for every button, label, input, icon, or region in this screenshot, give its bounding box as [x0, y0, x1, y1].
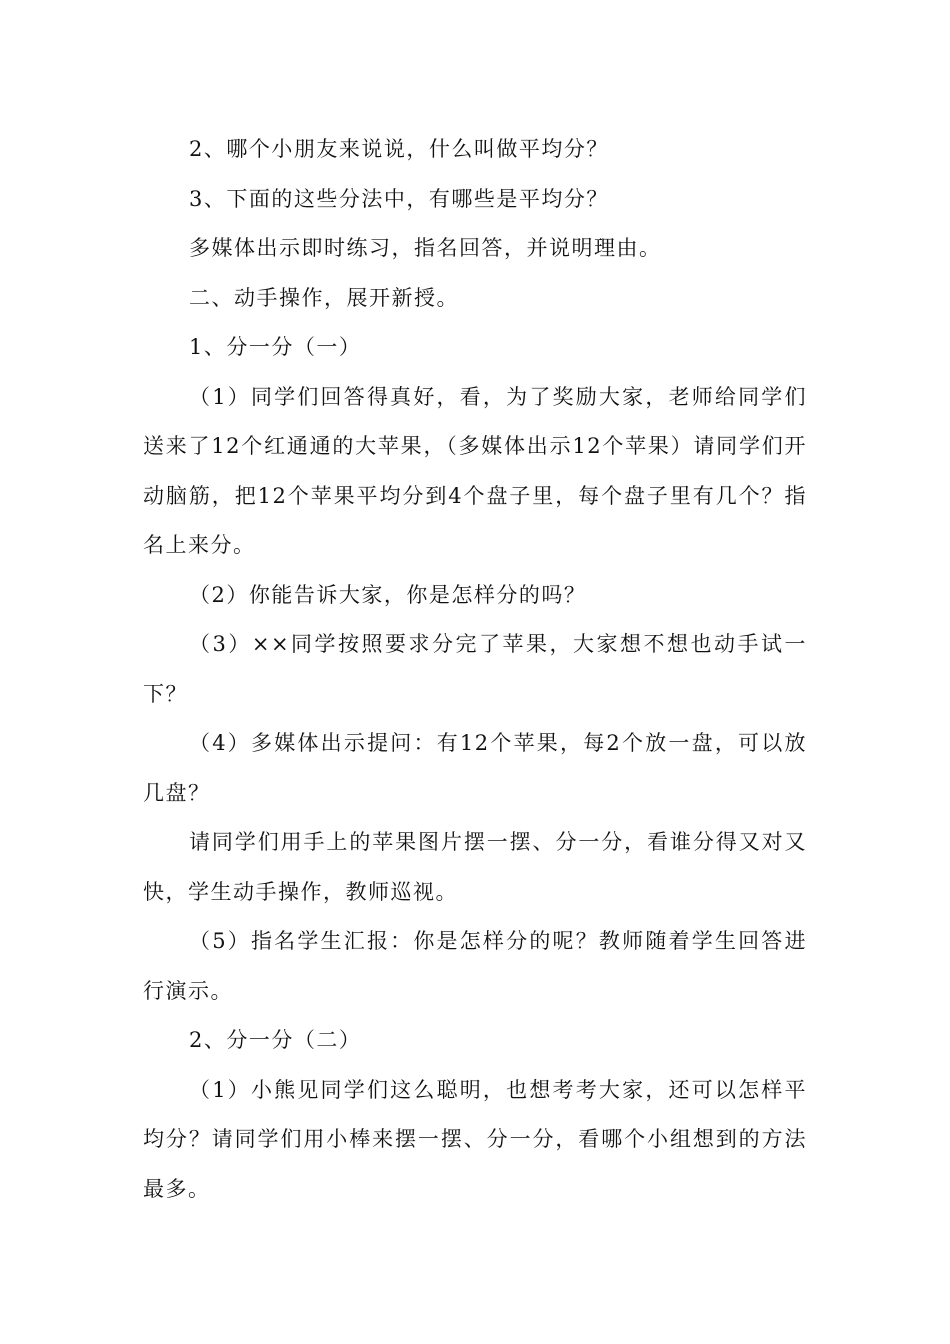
document-body: [143, 125, 807, 1214]
paragraph-step-2: （2）你能告诉大家，你是怎样分的吗？: [189, 582, 587, 607]
paragraph-question-3: 3、下面的这些分法中，有哪些是平均分？: [189, 186, 609, 211]
paragraph-step-5: （5）指名学生汇报：你是怎样分的呢？教师随着学生回答进行演示。: [143, 929, 807, 1003]
paragraph-bear-question: （1）小熊见同学们这么聪明，也想考考大家，还可以怎样平均分？请同学们用小棒来摆一摆、分一分，看哪个小组想到的方法最多。: [143, 1077, 807, 1201]
paragraph-multimedia-practice: 多媒体出示即时练习，指名回答，并说明理由。: [189, 236, 662, 260]
paragraph-step-3: （3）××同学按照要求分完了苹果，大家想不想也动手试一下？: [143, 632, 807, 706]
subheading-divide-1: 1、分一分（一）: [189, 335, 362, 359]
paragraph-student-activity: 请同学们用手上的苹果图片摆一摆、分一分，看谁分得又对又快，学生动手操作，教师巡视。: [143, 830, 807, 904]
paragraph-step-4: （4）多媒体出示提问：有12个苹果，每2个放一盘，可以放几盘？: [143, 731, 807, 805]
paragraph-step-1: （1）同学们回答得真好，看，为了奖励大家，老师给同学们送来了12个红通通的大苹果，（多媒体出示12个苹果）请同学们开动脑筋，把12个苹果平均分到4个盘子里，每个盘子里有几个？指名上来分。: [143, 384, 807, 557]
paragraph-question-2: 2、哪个小朋友来说说，什么叫做平均分？: [189, 137, 609, 161]
subheading-divide-2: 2、分一分（二）: [189, 1028, 362, 1052]
section-heading-hands-on: 二、动手操作，展开新授。: [189, 285, 459, 310]
